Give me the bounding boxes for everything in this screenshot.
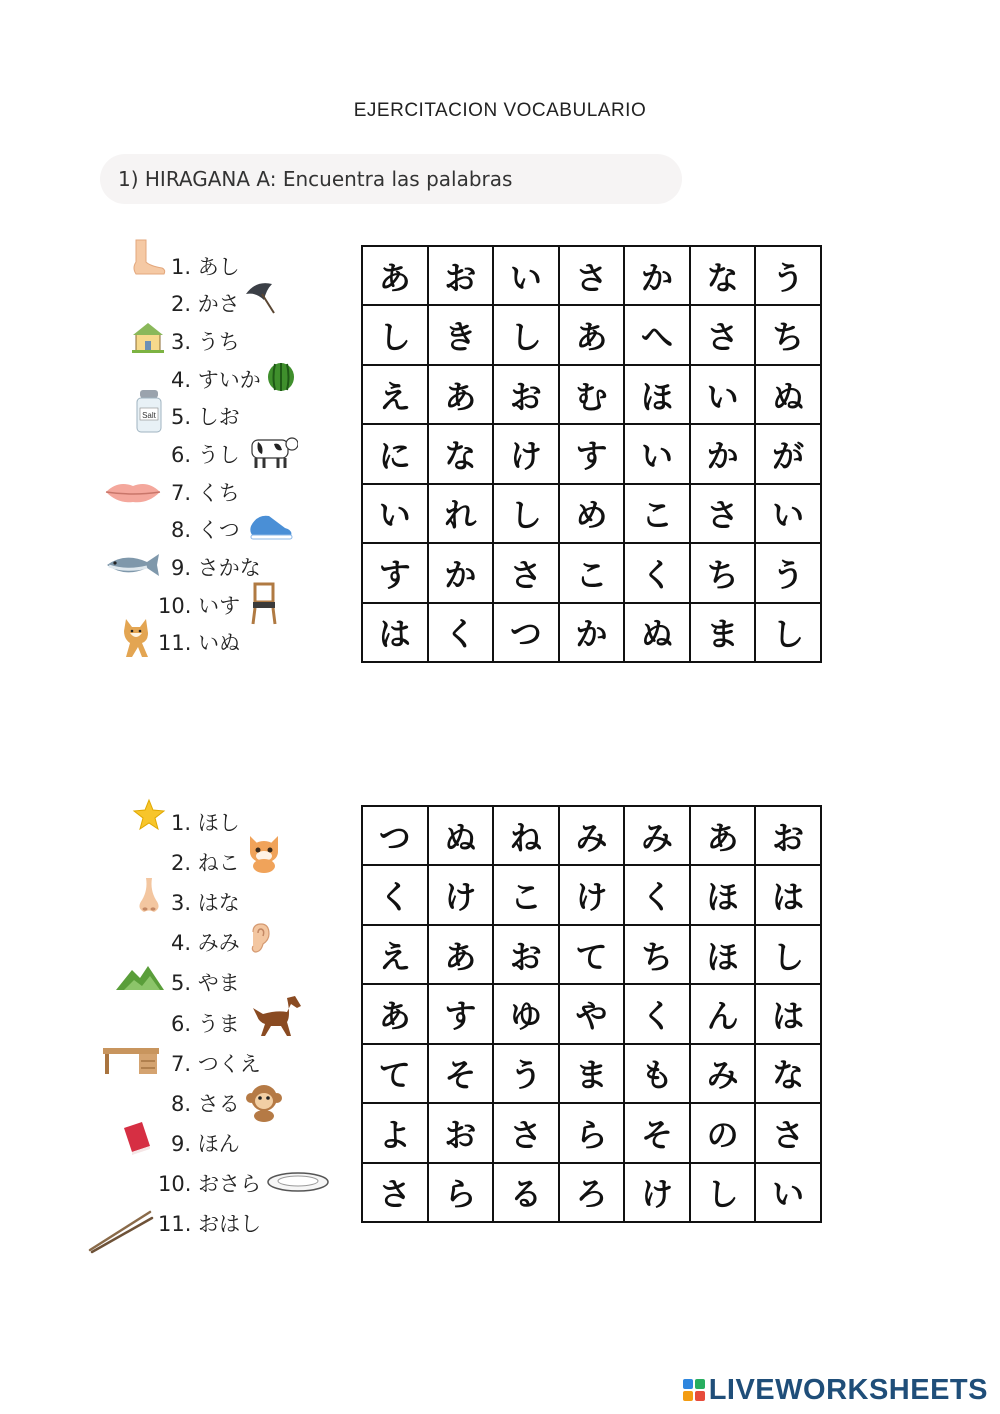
word-item: 5. しお xyxy=(171,405,240,429)
grid-cell[interactable]: あ xyxy=(362,246,428,305)
grid-cell[interactable]: い xyxy=(755,1163,821,1222)
grid-cell[interactable]: し xyxy=(493,484,559,543)
grid-cell[interactable]: さ xyxy=(755,1103,821,1162)
mountain-icon xyxy=(114,962,166,992)
grid-cell[interactable]: あ xyxy=(428,925,494,984)
word-item: 3. うち xyxy=(171,330,240,354)
grid-cell[interactable]: ほ xyxy=(624,365,690,424)
grid-cell[interactable]: に xyxy=(362,424,428,483)
grid-cell[interactable]: す xyxy=(362,543,428,602)
grid-cell[interactable]: つ xyxy=(493,603,559,662)
house-icon xyxy=(130,320,166,354)
grid-cell[interactable]: い xyxy=(690,365,756,424)
word-item: 6. うま xyxy=(171,1012,240,1036)
grid-cell[interactable]: お xyxy=(493,925,559,984)
grid-cell[interactable]: い xyxy=(624,424,690,483)
word-item: 6. うし xyxy=(171,443,240,467)
grid-cell[interactable]: も xyxy=(624,1044,690,1103)
word-item: 9. さかな xyxy=(171,556,261,580)
grid-cell[interactable]: れ xyxy=(428,484,494,543)
grid-row xyxy=(362,1044,821,1103)
grid-cell[interactable]: さ xyxy=(690,484,756,543)
grid-cell[interactable]: か xyxy=(690,424,756,483)
grid-cell[interactable]: う xyxy=(493,1044,559,1103)
instruction-banner: 1) HIRAGANA A: Encuentra las palabras xyxy=(100,154,682,204)
chair-icon xyxy=(249,582,279,626)
grid-row xyxy=(362,543,821,602)
word-item: 7. くち xyxy=(171,481,240,505)
grid-cell[interactable]: し xyxy=(362,305,428,364)
grid-row xyxy=(362,984,821,1043)
grid-cell[interactable]: ち xyxy=(690,543,756,602)
grid-row xyxy=(362,865,821,924)
grid-cell[interactable]: む xyxy=(559,365,625,424)
grid-cell[interactable]: ら xyxy=(428,1163,494,1222)
word-item: 8. くつ xyxy=(171,518,240,542)
grid-cell[interactable]: み xyxy=(559,806,625,865)
grid-cell[interactable]: ま xyxy=(690,603,756,662)
grid-cell[interactable]: い xyxy=(362,484,428,543)
grid-row xyxy=(362,365,821,424)
word-item: 2. かさ xyxy=(171,292,240,316)
grid-cell[interactable]: こ xyxy=(559,543,625,602)
monkey-icon xyxy=(245,1082,283,1122)
desk-icon xyxy=(101,1044,161,1076)
word-item: 8. さる xyxy=(171,1092,240,1116)
grid-cell[interactable]: く xyxy=(624,865,690,924)
grid-cell[interactable]: な xyxy=(755,1044,821,1103)
grid-cell[interactable]: お xyxy=(493,365,559,424)
grid-cell[interactable]: か xyxy=(428,543,494,602)
word-item: 9. ほん xyxy=(171,1132,240,1156)
umbrella-icon xyxy=(242,280,278,316)
word-item: 4. みみ xyxy=(171,931,240,955)
word-item: 7. つくえ xyxy=(171,1052,261,1076)
cow-icon xyxy=(244,432,298,470)
grid-cell[interactable]: ら xyxy=(559,1103,625,1162)
grid-cell[interactable]: は xyxy=(362,603,428,662)
watermelon-icon xyxy=(266,360,296,392)
word-item: 2. ねこ xyxy=(171,851,240,875)
chopsticks-icon xyxy=(88,1208,154,1254)
grid-cell[interactable]: ぬ xyxy=(624,603,690,662)
grid-cell[interactable]: う xyxy=(755,246,821,305)
grid-cell[interactable]: ほ xyxy=(690,865,756,924)
grid-cell[interactable]: の xyxy=(690,1103,756,1162)
grid-cell[interactable]: お xyxy=(755,806,821,865)
grid-cell[interactable]: え xyxy=(362,365,428,424)
grid-cell[interactable]: さ xyxy=(559,246,625,305)
plate-icon xyxy=(266,1170,330,1194)
foot-icon xyxy=(128,238,168,278)
grid-cell[interactable]: け xyxy=(493,424,559,483)
word-item: 11. おはし xyxy=(158,1212,262,1236)
grid-cell[interactable]: が xyxy=(755,424,821,483)
grid-cell[interactable]: あ xyxy=(362,984,428,1043)
grid-row xyxy=(362,806,821,865)
grid-cell[interactable]: う xyxy=(755,543,821,602)
grid-cell[interactable]: て xyxy=(362,1044,428,1103)
grid-cell[interactable]: し xyxy=(690,1163,756,1222)
grid-cell[interactable]: け xyxy=(428,865,494,924)
grid-cell[interactable]: し xyxy=(755,603,821,662)
grid-cell[interactable]: は xyxy=(755,865,821,924)
salt-shaker-icon xyxy=(134,388,164,434)
grid-cell[interactable]: ち xyxy=(755,305,821,364)
grid-cell[interactable]: ぬ xyxy=(755,365,821,424)
grid-cell[interactable]: さ xyxy=(362,1163,428,1222)
book-icon xyxy=(120,1120,154,1156)
grid-cell[interactable]: く xyxy=(624,543,690,602)
word-item: 1. あし xyxy=(171,255,240,279)
cat-icon xyxy=(244,832,284,874)
grid-cell[interactable]: ん xyxy=(690,984,756,1043)
grid-cell[interactable]: つ xyxy=(362,806,428,865)
grid-cell[interactable]: ぬ xyxy=(428,806,494,865)
grid-cell[interactable]: る xyxy=(493,1163,559,1222)
grid-cell[interactable]: み xyxy=(690,1044,756,1103)
logo-text: LIVEWORKSHEETS xyxy=(708,1373,988,1406)
word-item: 5. やま xyxy=(171,971,240,995)
grid-row xyxy=(362,603,821,662)
grid-cell[interactable]: い xyxy=(493,246,559,305)
grid-cell[interactable]: さ xyxy=(493,543,559,602)
grid-cell[interactable]: よ xyxy=(362,1103,428,1162)
grid-cell[interactable]: そ xyxy=(428,1044,494,1103)
grid-cell[interactable]: や xyxy=(559,984,625,1043)
grid-cell[interactable]: く xyxy=(362,865,428,924)
ear-icon xyxy=(247,922,273,956)
word-item: 4. すいか xyxy=(171,368,261,392)
grid-cell[interactable]: く xyxy=(428,603,494,662)
grid-row xyxy=(362,484,821,543)
page-title: EJERCITACION VOCABULARIO xyxy=(353,100,647,121)
grid-cell[interactable]: け xyxy=(624,1163,690,1222)
nose-icon xyxy=(132,876,166,916)
grid-cell[interactable]: ち xyxy=(624,925,690,984)
salt-label: Salt xyxy=(142,411,156,420)
grid-cell[interactable]: は xyxy=(755,984,821,1043)
grid-row xyxy=(362,1103,821,1162)
liveworksheets-logo xyxy=(683,1374,988,1406)
grid-cell[interactable]: ゆ xyxy=(493,984,559,1043)
grid-cell[interactable]: す xyxy=(428,984,494,1043)
grid-cell[interactable]: て xyxy=(559,925,625,984)
grid-row xyxy=(362,246,821,305)
grid-cell[interactable]: き xyxy=(428,305,494,364)
grid-cell[interactable]: い xyxy=(755,484,821,543)
grid-cell[interactable]: ほ xyxy=(690,925,756,984)
grid-cell[interactable]: あ xyxy=(428,365,494,424)
grid-row xyxy=(362,424,821,483)
grid-cell[interactable]: さ xyxy=(690,305,756,364)
grid-cell[interactable]: な xyxy=(428,424,494,483)
sneaker-icon xyxy=(247,508,295,542)
grid-cell[interactable]: し xyxy=(493,305,559,364)
grid-cell[interactable]: く xyxy=(624,984,690,1043)
grid-cell[interactable]: め xyxy=(559,484,625,543)
grid-cell[interactable]: し xyxy=(755,925,821,984)
grid-cell[interactable]: す xyxy=(559,424,625,483)
grid-cell[interactable]: さ xyxy=(493,1103,559,1162)
grid-row xyxy=(362,1163,821,1222)
word-item: 11. いぬ xyxy=(158,631,241,655)
word-item: 3. はな xyxy=(171,891,240,915)
grid-cell[interactable]: お xyxy=(428,246,494,305)
word-search-grid-1 xyxy=(361,245,822,663)
grid-row xyxy=(362,925,821,984)
grid-cell[interactable]: か xyxy=(559,603,625,662)
grid-cell[interactable]: み xyxy=(624,806,690,865)
fish-icon xyxy=(103,552,161,578)
grid-cell[interactable]: あ xyxy=(559,305,625,364)
grid-cell[interactable]: こ xyxy=(493,865,559,924)
grid-cell[interactable]: な xyxy=(690,246,756,305)
horse-icon xyxy=(247,994,303,1038)
grid-cell[interactable]: ろ xyxy=(559,1163,625,1222)
grid-cell[interactable]: ま xyxy=(559,1044,625,1103)
grid-cell[interactable]: こ xyxy=(624,484,690,543)
grid-cell[interactable]: え xyxy=(362,925,428,984)
grid-cell[interactable]: そ xyxy=(624,1103,690,1162)
lips-icon xyxy=(104,478,162,506)
grid-cell[interactable]: け xyxy=(559,865,625,924)
word-item: 1. ほし xyxy=(171,811,240,835)
grid-cell[interactable]: お xyxy=(428,1103,494,1162)
grid-cell[interactable]: か xyxy=(624,246,690,305)
word-search-grid-2 xyxy=(361,805,822,1223)
grid-cell[interactable]: へ xyxy=(624,305,690,364)
word-item: 10. おさら xyxy=(158,1172,262,1196)
logo-mark-icon xyxy=(683,1379,705,1401)
dog-icon xyxy=(118,615,158,659)
grid-cell[interactable]: あ xyxy=(690,806,756,865)
grid-cell[interactable]: ね xyxy=(493,806,559,865)
star-icon xyxy=(132,798,166,832)
word-item: 10. いす xyxy=(158,594,241,618)
grid-row xyxy=(362,305,821,364)
